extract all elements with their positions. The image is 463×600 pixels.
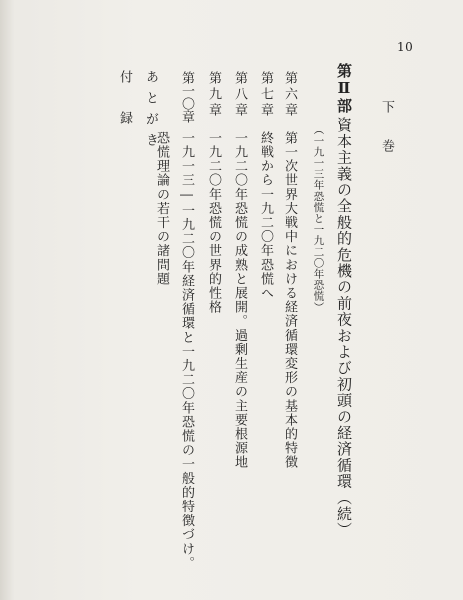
part-title: 資本主義の全般的危機の前夜および初頭の経済循環（続） bbox=[335, 117, 353, 539]
part-subtitle: （一九一三年恐慌と一九二〇年恐慌） bbox=[312, 124, 325, 313]
chapter-title: 一九二〇年恐慌の成熟と展開。過剰生産の主要根源地 bbox=[232, 131, 247, 470]
chapter-label: 第一〇章 bbox=[179, 71, 194, 123]
page-number: 10 bbox=[397, 40, 414, 54]
appendix-entry: 付録 bbox=[117, 70, 132, 152]
chapter-title: 終戦から一九二〇年恐慌へ bbox=[258, 131, 273, 301]
chapter-title: 一九二〇年恐慌の世界的性格 bbox=[206, 131, 221, 315]
afterword-entry: あとがき bbox=[143, 70, 158, 154]
chapter-title: 第一次世界大戦中における経済循環変形の基本的特徴 bbox=[282, 131, 297, 470]
chapter-label: 第六章 bbox=[282, 71, 297, 119]
chapter-title: 一九一三―一九二〇年経済循環と一九二〇年恐慌の一般的特徴づけ。 bbox=[179, 131, 194, 571]
page-gutter bbox=[0, 0, 14, 600]
volume-title: 下巻 bbox=[379, 100, 394, 178]
part-label: 第Ⅱ部 bbox=[335, 63, 353, 114]
chapter-label: 第八章 bbox=[232, 71, 247, 119]
chapter-label: 第九章 bbox=[206, 71, 221, 119]
chapter-title-continuation: 恐慌理論の若干の諸問題 bbox=[154, 131, 169, 287]
chapter-label: 第七章 bbox=[258, 71, 273, 119]
